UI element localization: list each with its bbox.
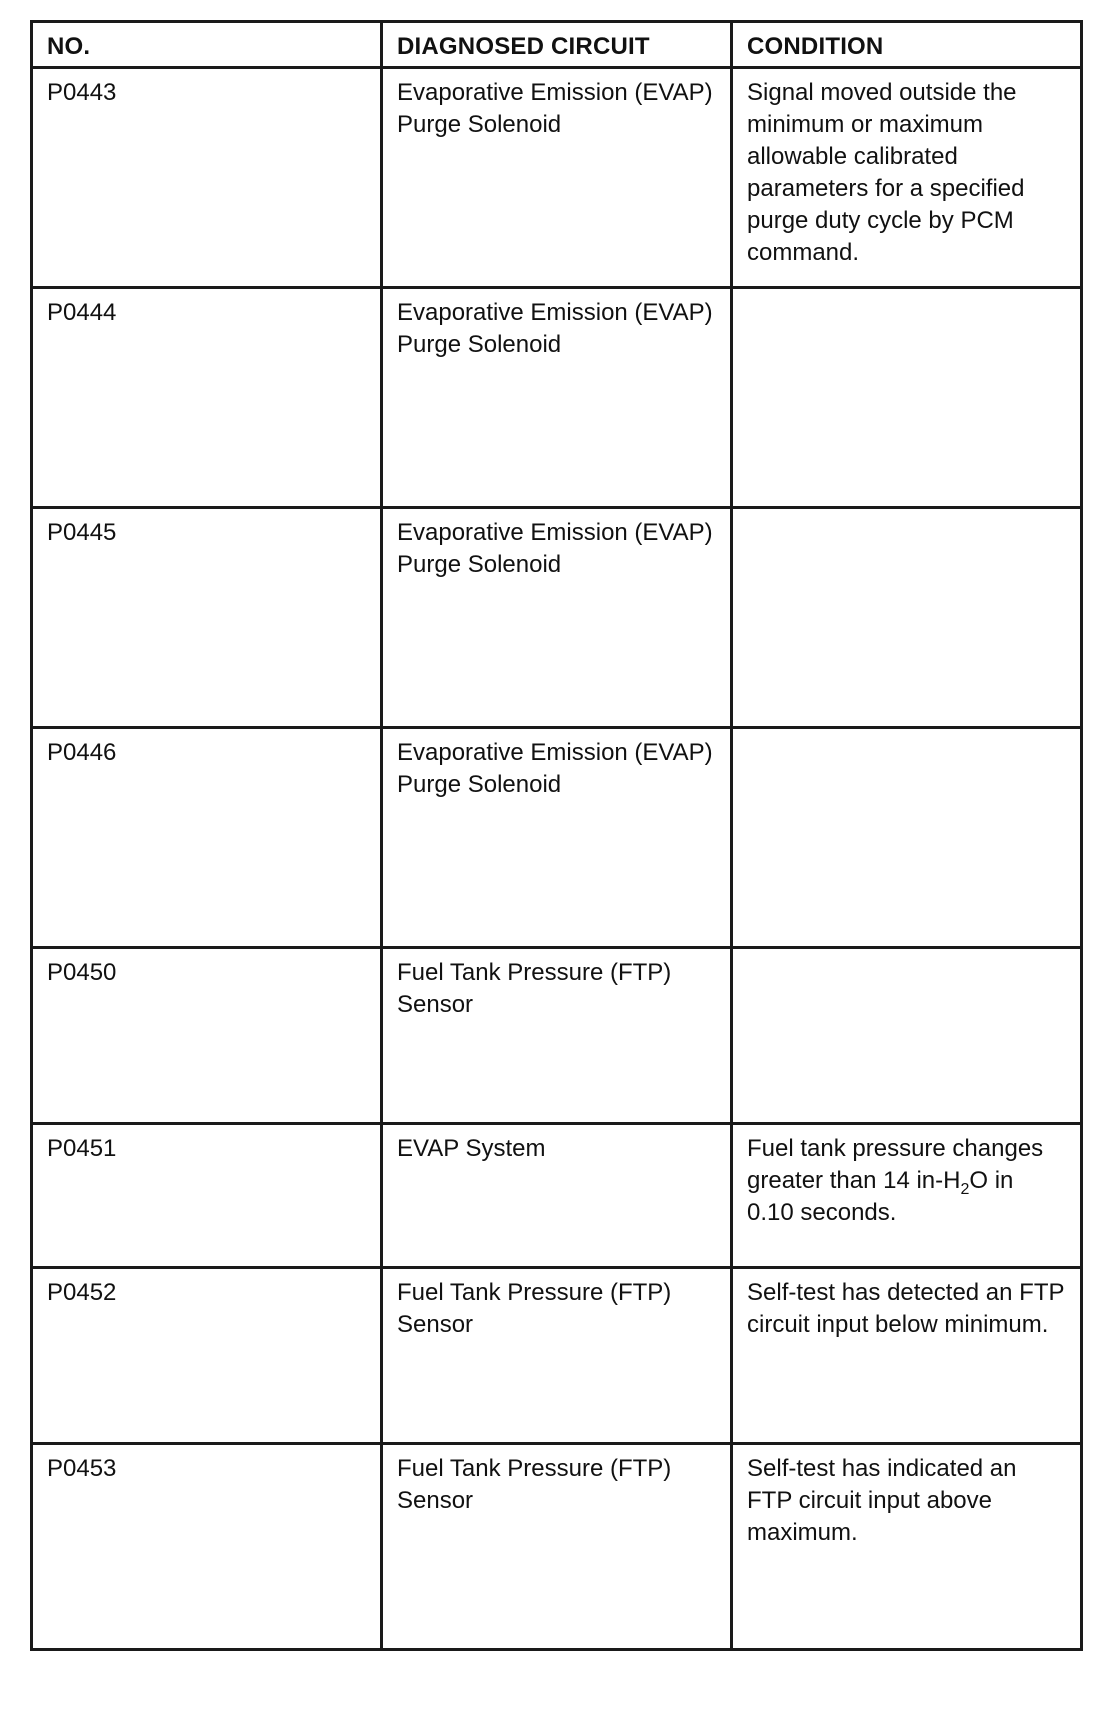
circuit-cell: Evaporative Emission (EVAP) Purge Solenoid: [382, 508, 732, 728]
table-row: [32, 728, 1082, 948]
subscript-2: 2: [960, 1180, 970, 1198]
code-cell: P0451: [32, 1124, 382, 1268]
code-cell: P0445: [32, 508, 382, 728]
condition-text-prefix: Fuel tank pressure changes greater than 14 in-H: [747, 1135, 1044, 1194]
code-cell: P0452: [32, 1268, 382, 1444]
table-row: [32, 288, 1082, 508]
condition-cell: Self-test has indicated an FTP circuit input above maximum.: [732, 1444, 1082, 1650]
code-cell: P0446: [32, 728, 382, 948]
circuit-cell: Evaporative Emission (EVAP) Purge Solenoid: [382, 288, 732, 508]
code-cell: P0453: [32, 1444, 382, 1650]
circuit-cell: Evaporative Emission (EVAP) Purge Solenoid: [382, 68, 732, 288]
table-row: [32, 948, 1082, 1124]
table-row: [32, 68, 1082, 288]
circuit-cell: Evaporative Emission (EVAP) Purge Solenoid: [382, 728, 732, 948]
condition-cell: Signal moved outside the minimum or maximum allowable calibrated parameters for a specified purge duty cycle by PCM command.: [732, 68, 1082, 288]
condition-cell: Self-test has detected an FTP circuit input below minimum.: [732, 1268, 1082, 1444]
code-cell: P0450: [32, 948, 382, 1124]
code-cell: P0443: [32, 68, 382, 288]
code-cell: P0444: [32, 288, 382, 508]
table-row: [32, 508, 1082, 728]
circuit-cell: Fuel Tank Pressure (FTP) Sensor: [382, 1268, 732, 1444]
table-row: [32, 1444, 1082, 1650]
table-row: [32, 1268, 1082, 1444]
header-condition: CONDITION: [732, 22, 1082, 68]
header-diagnosed-circuit: DIAGNOSED CIRCUIT: [382, 22, 732, 68]
table-header-row: [32, 22, 1082, 68]
circuit-cell: Fuel Tank Pressure (FTP) Sensor: [382, 1444, 732, 1650]
circuit-cell: EVAP System: [382, 1124, 732, 1268]
condition-cell: [732, 508, 1082, 728]
condition-cell: [732, 728, 1082, 948]
condition-text-suffix: O in 0.10 seconds.: [747, 1167, 1014, 1226]
circuit-cell: Fuel Tank Pressure (FTP) Sensor: [382, 948, 732, 1124]
condition-cell: [732, 288, 1082, 508]
dtc-table: [30, 20, 1083, 1651]
table-row: [32, 1124, 1082, 1268]
condition-cell: [732, 1124, 1082, 1268]
condition-cell: [732, 948, 1082, 1124]
header-no: NO.: [32, 22, 382, 68]
